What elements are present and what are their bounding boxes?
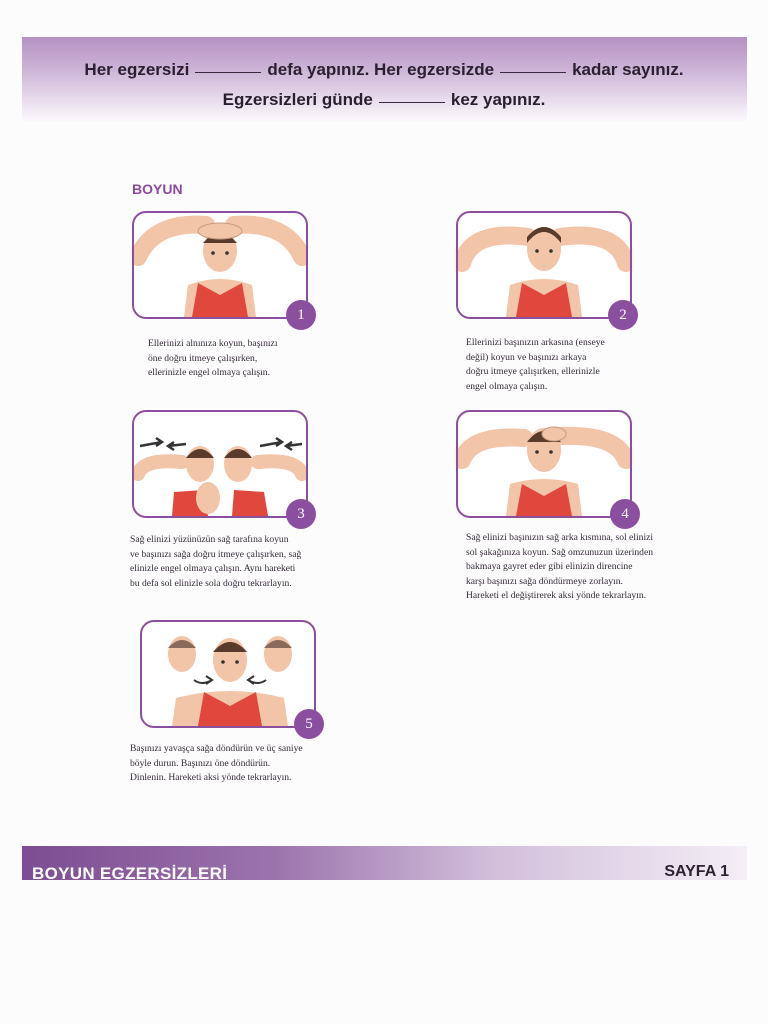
description-line: Sağ elinizi yüzünüzün sağ tarafına koyun bbox=[130, 534, 289, 545]
footer-band bbox=[22, 846, 747, 880]
times-per-day-blank[interactable] bbox=[379, 102, 445, 103]
instruction-text: Her egzersizi bbox=[84, 60, 190, 79]
exercise-1-illustration bbox=[132, 211, 308, 323]
description-line: Ellerinizi alnınıza koyun, başınızı bbox=[148, 338, 278, 349]
instruction-text: Egzersizleri günde bbox=[222, 90, 373, 109]
arrow-icon bbox=[140, 438, 302, 450]
instruction-line-1 bbox=[0, 60, 768, 80]
exercise-2-illustration bbox=[456, 211, 632, 323]
exercise-figure bbox=[458, 412, 630, 516]
exercise-number-badge: 1 bbox=[286, 300, 316, 330]
description-line: değil) koyun ve başınızı arkaya bbox=[466, 351, 587, 363]
exercise-4-illustration bbox=[456, 410, 632, 522]
exercise-4-description bbox=[466, 531, 653, 604]
instruction-text: defa yapınız. Her egzersizde bbox=[267, 60, 495, 79]
description-line: karşı başınızı sağa döndürmeye zorlayın. bbox=[466, 575, 623, 587]
description-line: ve başınızı sağa doğru itmeye çalışırken, sağ bbox=[130, 548, 302, 560]
description-line: öne doğru itmeye çalışırken, bbox=[148, 352, 258, 364]
exercise-figure bbox=[134, 412, 306, 516]
exercise-number-badge: 3 bbox=[286, 499, 316, 529]
exercise-3-description bbox=[130, 533, 301, 591]
section-title: BOYUN bbox=[132, 181, 183, 197]
description-line: elinizle engel olmaya çalışın. Aynı hareketi bbox=[130, 563, 296, 574]
exercise-figure bbox=[458, 213, 630, 317]
exercise-5-description bbox=[130, 742, 303, 786]
page-number: SAYFA 1 bbox=[664, 863, 729, 880]
description-line: doğru itmeye çalışırken, ellerinizle bbox=[466, 366, 600, 377]
exercise-number-badge: 2 bbox=[608, 300, 638, 330]
exercise-figure bbox=[142, 622, 314, 726]
description-line: bakmaya gayret eder gibi elinizin direncine bbox=[466, 561, 633, 572]
description-line: Başınızı yavaşça sağa döndürün ve üç saniye bbox=[130, 743, 303, 754]
description-line: ellerinizle engel olmaya çalışın. bbox=[148, 367, 271, 378]
footer-title: BOYUN EGZERSİZLERİ bbox=[32, 864, 228, 880]
description-line: bu defa sol elinizle sola doğru tekrarlayın. bbox=[130, 577, 292, 589]
instruction-line-2 bbox=[0, 90, 768, 110]
exercise-figure bbox=[134, 213, 306, 317]
exercise-5-illustration bbox=[140, 620, 316, 732]
description-line: sol şakağınıza koyun. Sağ omzunuzun üzerinden bbox=[466, 546, 654, 558]
count-blank[interactable] bbox=[500, 72, 566, 73]
exercise-1-description bbox=[148, 337, 277, 381]
description-line: böyle durun. Başınızı öne döndürün. bbox=[130, 757, 271, 769]
description-line: Dinlenin. Hareketi aksi yönde tekrarlayın. bbox=[130, 772, 292, 783]
description-line: Ellerinizi başınızın arkasına (enseye bbox=[466, 337, 605, 348]
description-line: Hareketi el değiştirerek aksi yönde tekrarlayın. bbox=[466, 590, 647, 601]
description-line: Sağ elinizi başınızın sağ arka kısmına, sol elinizi bbox=[466, 532, 654, 543]
repetitions-blank[interactable] bbox=[195, 72, 261, 73]
exercise-2-description bbox=[466, 336, 605, 394]
instruction-text: kez yapınız. bbox=[450, 90, 546, 109]
exercise-number-badge: 5 bbox=[294, 709, 324, 739]
instruction-text: kadar sayınız. bbox=[572, 60, 684, 79]
exercise-number-badge: 4 bbox=[610, 499, 640, 529]
exercise-3-illustration bbox=[132, 410, 308, 522]
description-line: engel olmaya çalışın. bbox=[466, 380, 548, 392]
